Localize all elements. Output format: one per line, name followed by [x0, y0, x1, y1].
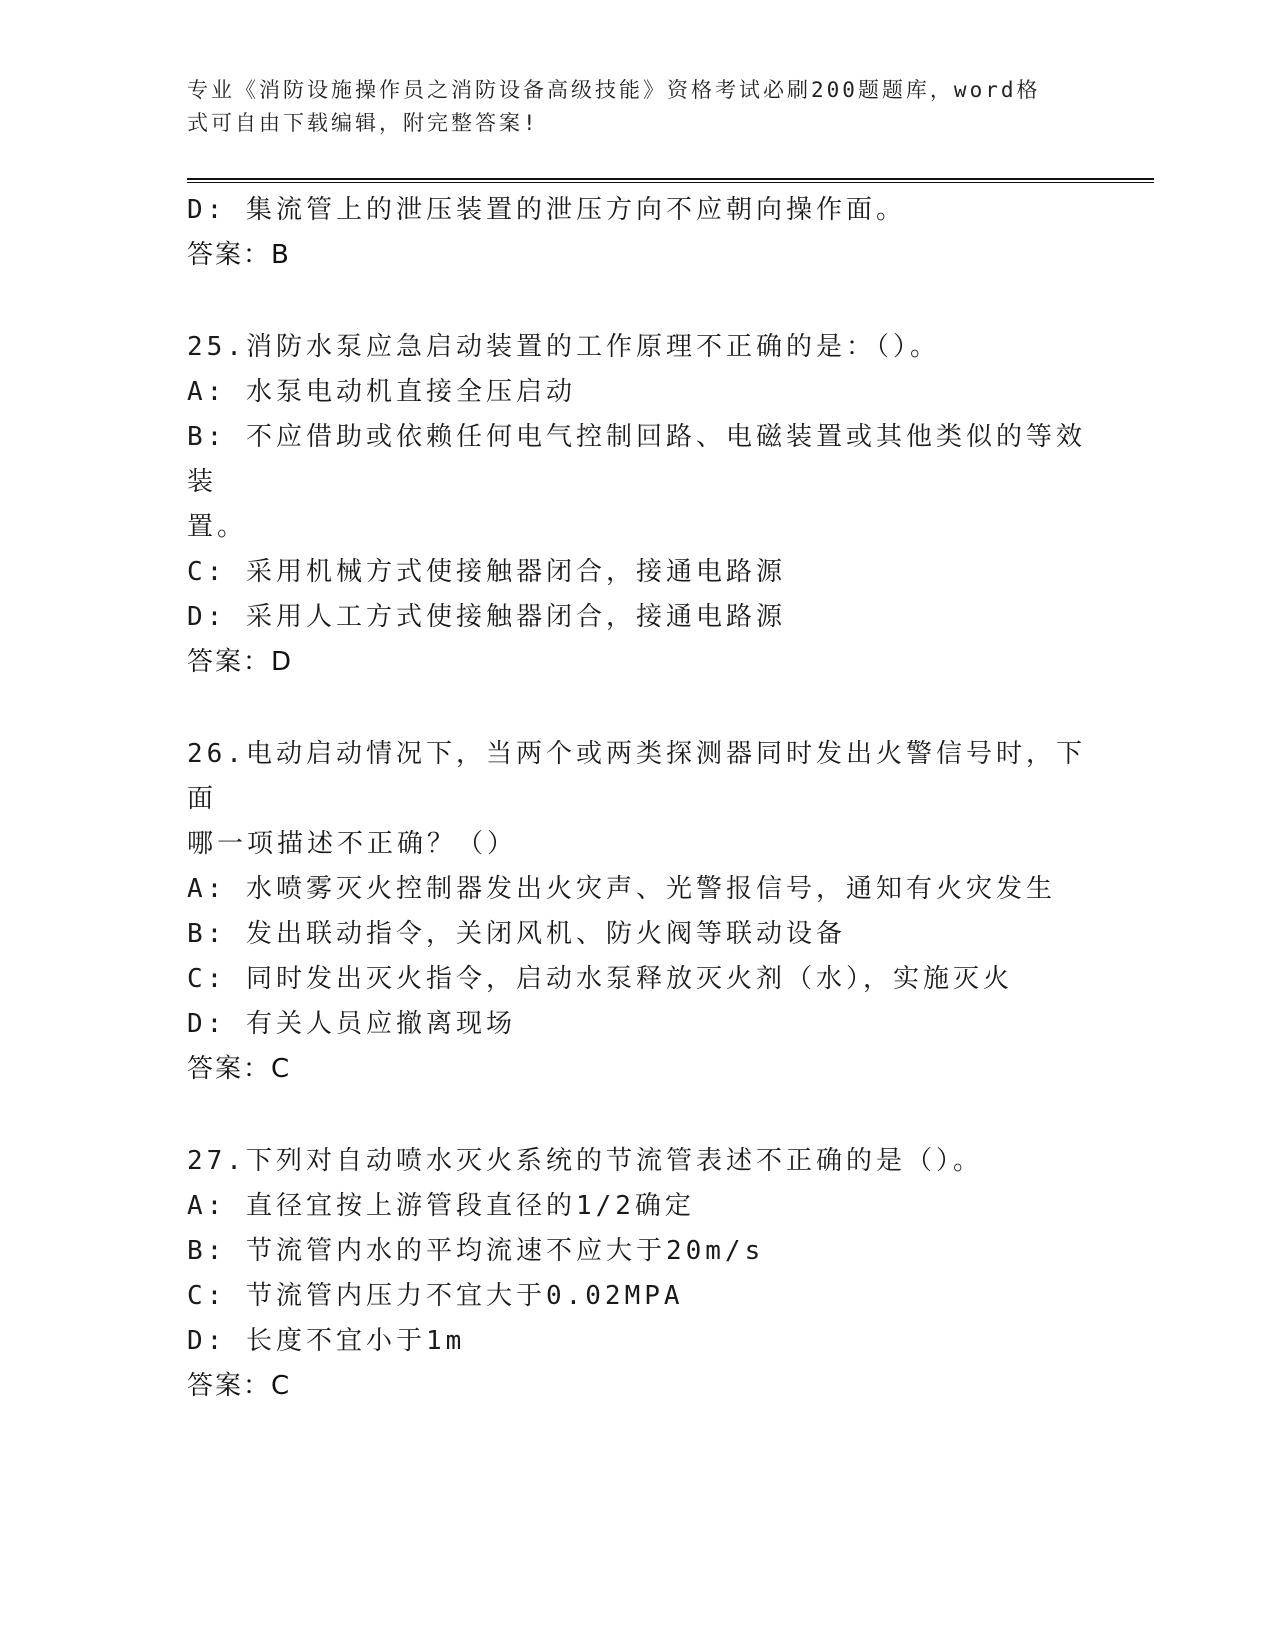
- option-c: C: 节流管内压力不宜大于0.02MPA: [187, 1281, 684, 1311]
- option-d: D: 采用人工方式使接触器闭合，接通电路源: [187, 602, 786, 632]
- option-d: D: 集流管上的泄压装置的泄压方向不应朝向操作面。: [187, 195, 906, 225]
- option-c: C: 同时发出灭火指令，启动水泵释放灭火剂（水），实施灭火: [187, 964, 1013, 994]
- option-a: A: 直径宜按上游管段直径的1/2确定: [187, 1191, 695, 1221]
- header-divider: [187, 178, 1154, 183]
- option-b: B: 发出联动指令，关闭风机、防火阀等联动设备: [187, 919, 846, 949]
- question-stem: 25.消防水泵应急启动装置的工作原理不正确的是：（）。: [187, 332, 940, 362]
- spacer: [187, 278, 1087, 325]
- header-line-1: 专业《消防设施操作员之消防设备高级技能》资格考试必刷200题题库，word格: [187, 78, 1041, 102]
- option-d: D: 有关人员应撤离现场: [187, 1009, 516, 1039]
- answer-line: 答案：C: [187, 1371, 292, 1401]
- page-header: [187, 74, 1067, 140]
- question-stem: 27.下列对自动喷水灭火系统的节流管表述不正确的是（）。: [187, 1146, 983, 1176]
- header-line-2: 式可自由下载编辑，附完整答案!: [187, 111, 539, 135]
- question-25: [187, 325, 1087, 685]
- spacer: [187, 685, 1087, 732]
- answer-line: 答案：B: [187, 240, 291, 270]
- option-c: C: 采用机械方式使接触器闭合，接通电路源: [187, 557, 786, 587]
- option-b: B: 不应借助或依赖任何电气控制回路、电磁装置或其他类似的等效装: [187, 422, 1086, 497]
- previous-question-tail: [187, 188, 1087, 278]
- question-27: [187, 1139, 1087, 1409]
- option-b-continued: 置。: [187, 512, 248, 542]
- answer-line: 答案：D: [187, 647, 294, 677]
- spacer: [187, 1092, 1087, 1139]
- question-26: [187, 732, 1087, 1092]
- option-a: A: 水喷雾灭火控制器发出火灾声、光警报信号，通知有火灾发生: [187, 874, 1056, 904]
- option-d: D: 长度不宜小于1m: [187, 1326, 466, 1356]
- option-a: A: 水泵电动机直接全压启动: [187, 377, 576, 407]
- question-stem: 26.电动启动情况下，当两个或两类探测器同时发出火警信号时，下面: [187, 739, 1086, 814]
- document-body: [187, 188, 1087, 1409]
- option-b: B: 节流管内水的平均流速不应大于20m/s: [187, 1236, 765, 1266]
- question-stem-continued: 哪一项描述不正确？（）: [187, 829, 518, 859]
- answer-line: 答案：C: [187, 1054, 292, 1084]
